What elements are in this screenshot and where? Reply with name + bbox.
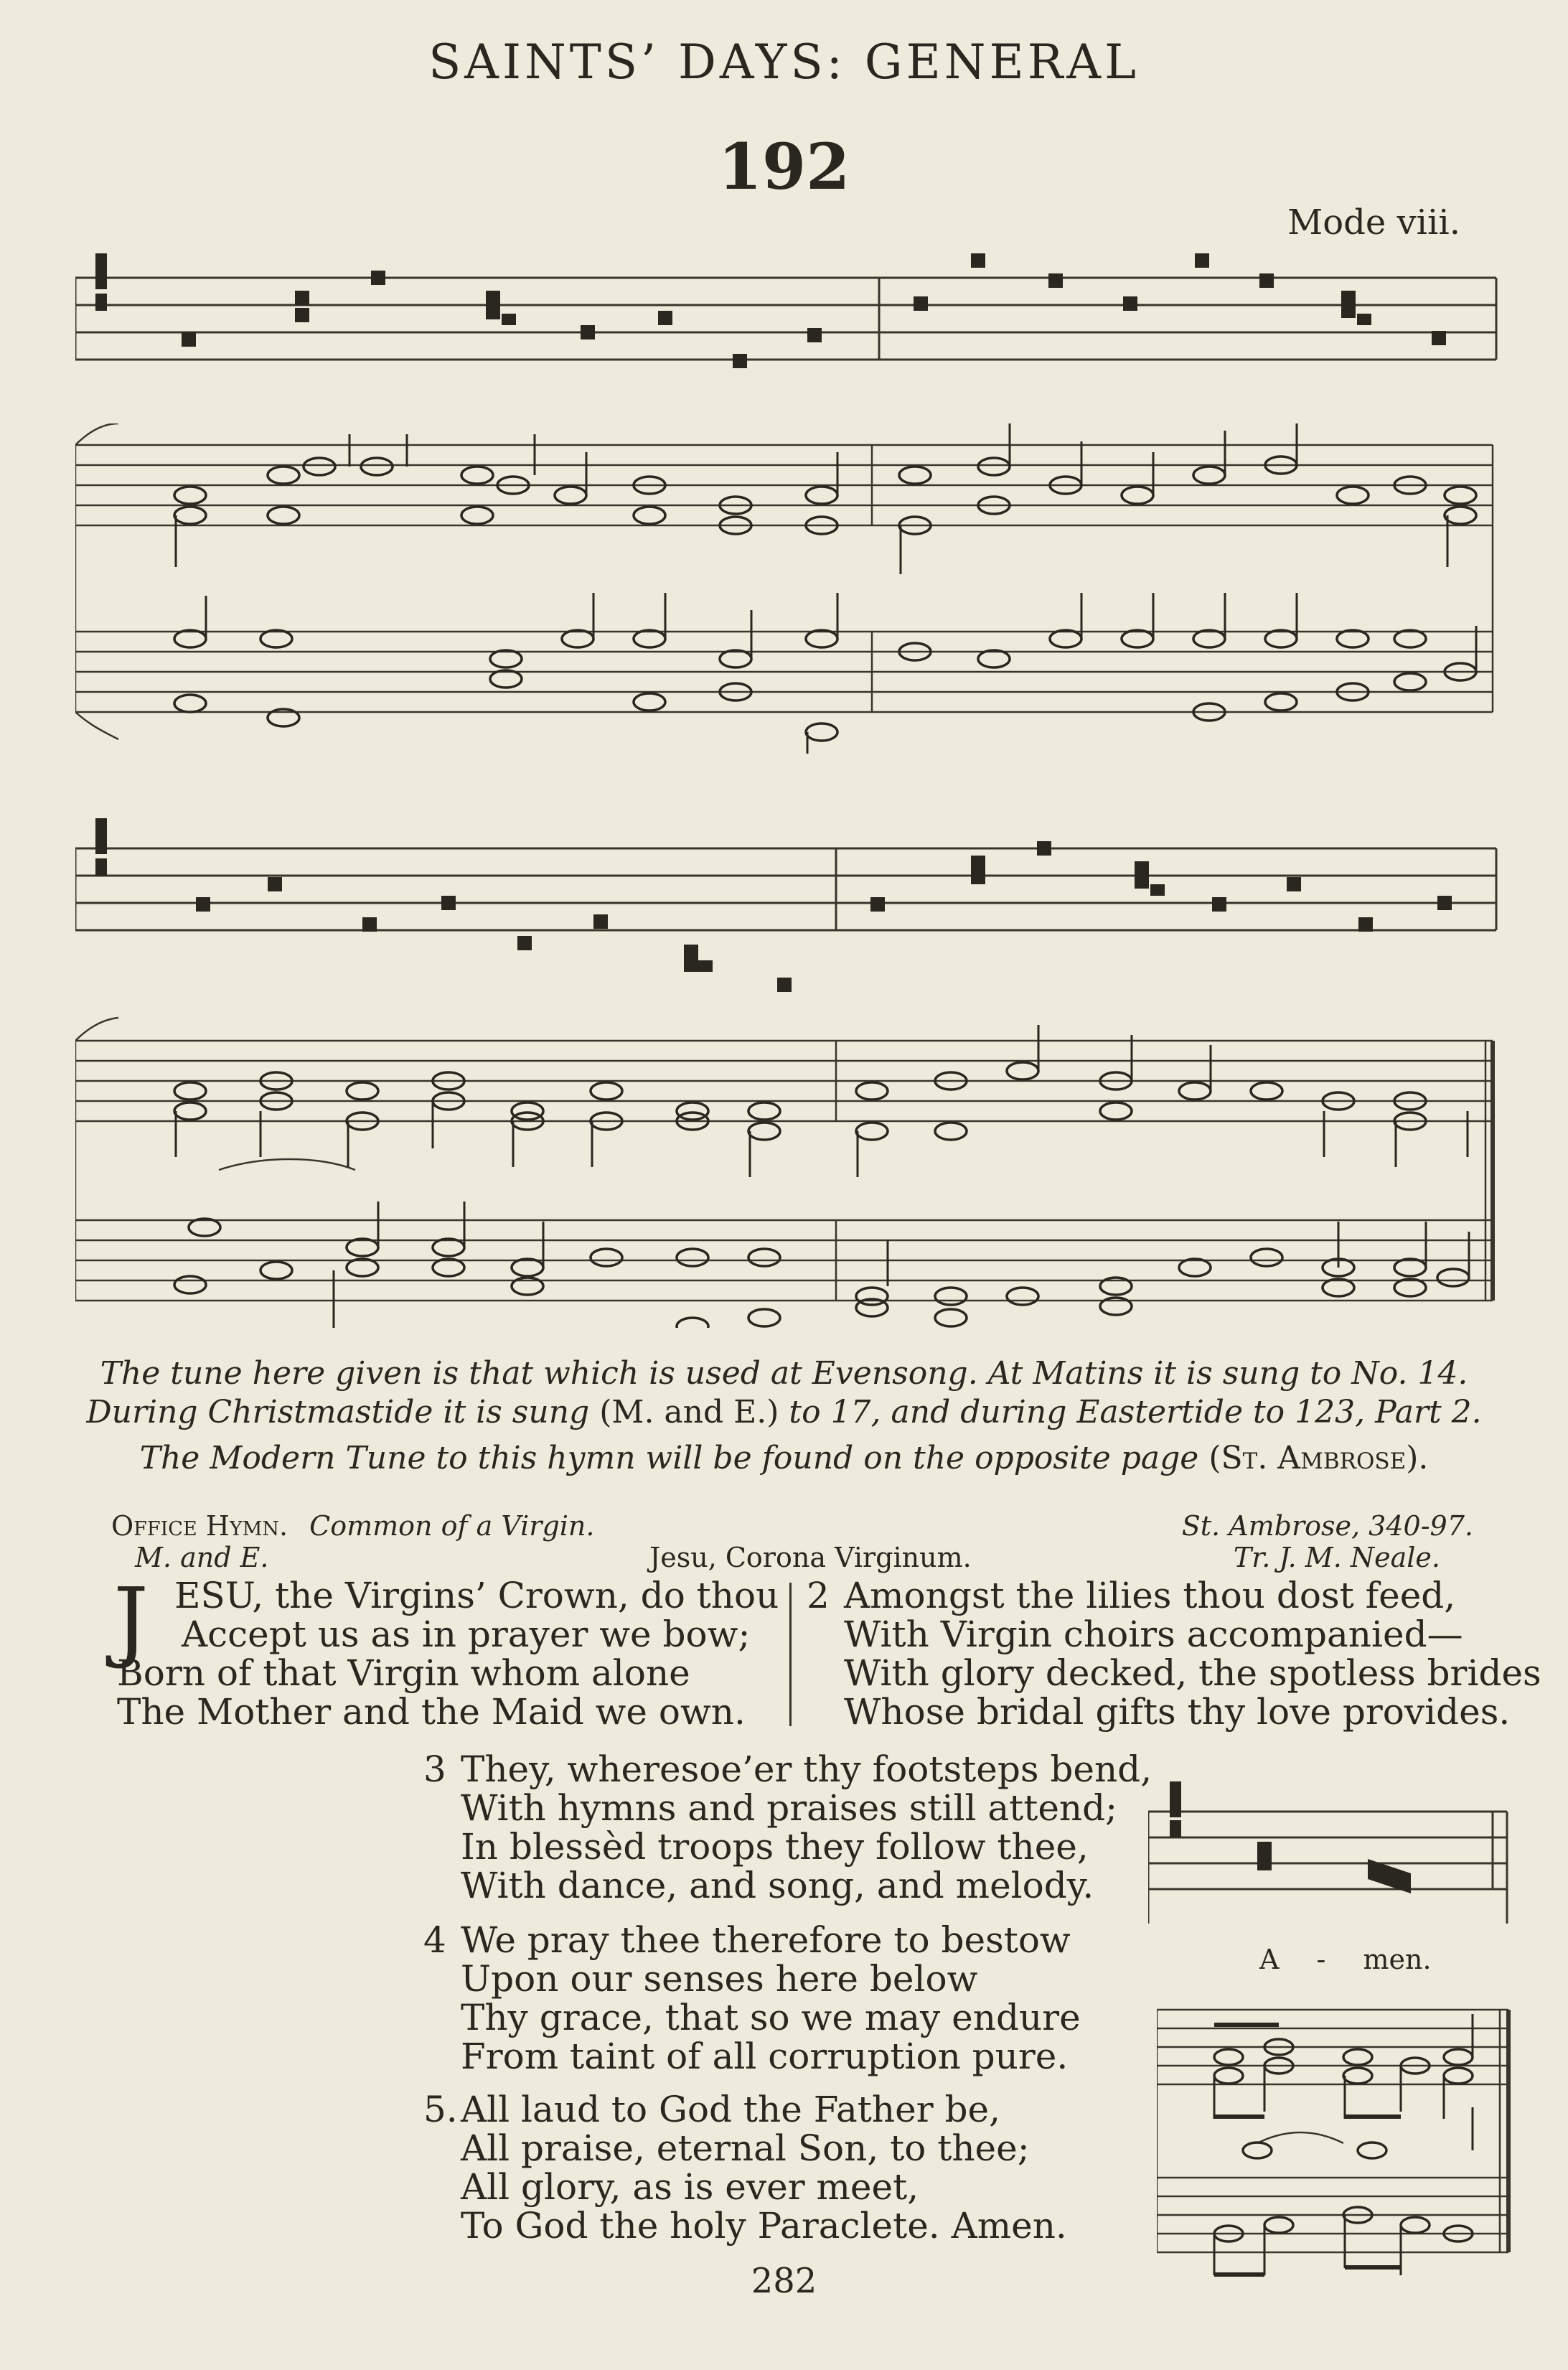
tune-note-2 [0, 1394, 1568, 1430]
common-of-virgin: Common of a Virgin. [309, 1510, 595, 1542]
office-hymn-label [111, 1510, 594, 1542]
verse-1-line-1: ESU, the Virgins’ Crown, do thou [174, 1575, 779, 1616]
author: St. Ambrose, 340-97. [1181, 1510, 1473, 1542]
page-number: 282 [751, 2261, 817, 2301]
verse-5-line-3: All glory, as is ever meet, [461, 2166, 919, 2208]
running-head: SAINTS’ DAYS: GENERAL [428, 34, 1140, 90]
verse-3-line-1: They, wheresoe’er thy footsteps bend, [461, 1748, 1152, 1790]
drop-cap: J [113, 1569, 149, 1671]
verse-divider [789, 1583, 792, 1726]
verse-3 [423, 1750, 1152, 1905]
translator: Tr. J. M. Neale. [1233, 1542, 1440, 1573]
verse-3-line-2: With hymns and praises still attend; [461, 1787, 1117, 1829]
amen-accompaniment [1157, 1988, 1516, 2297]
accompaniment-system-1 [75, 423, 1500, 754]
verse-4-number: 4 [423, 1919, 446, 1961]
verse-1-line-2: Accept us as in prayer we bow; [182, 1613, 751, 1655]
plainsong-staff-2 [75, 818, 1500, 998]
verse-4-line-2: Upon our senses here below [461, 1958, 978, 2000]
verse-5-line-4: To God the holy Paraclete. Amen. [461, 2205, 1067, 2247]
use-label [135, 1542, 268, 1573]
latin-title: Jesu, Corona Virginum. [649, 1542, 972, 1573]
verse-1 [117, 1576, 779, 1731]
verse-3-line-3: In blessèd troops they follow thee, [461, 1826, 1089, 1868]
tune-note-3b: (St. Ambrose). [1208, 1440, 1429, 1476]
hymn-number: 192 [718, 129, 850, 204]
tune-note-3a: The Modern Tune to this hymn will be found on the opposite page [139, 1440, 1199, 1476]
amen-plainsong-staff [1148, 1773, 1514, 1931]
verse-3-number: 3 [423, 1748, 446, 1790]
verse-2-line-4: Whose bridal gifts thy love provides. [844, 1691, 1511, 1733]
tune-note-2c: to 17, and during Eastertide to 123, Part 2. [789, 1394, 1482, 1430]
verse-4-line-4: From taint of all corruption pure. [461, 2036, 1069, 2077]
tune-note-3 [0, 1440, 1568, 1476]
verse-4-line-3: Thy grace, that so we may endure [461, 1997, 1081, 2038]
verse-5-line-1: All laud to God the Father be, [461, 2089, 1000, 2130]
verse-5-line-2: All praise, eternal Son, to thee; [461, 2127, 1030, 2169]
verse-1-line-3: Born of that Virgin whom alone [117, 1652, 690, 1694]
tune-note-1: The tune here given is that which is used at Evensong. At Matins it is sung to No. 14. [100, 1355, 1468, 1392]
mode-label: Mode viii. [1287, 202, 1460, 243]
verse-2-line-3: With glory decked, the spotless brides [844, 1652, 1541, 1694]
tune-note-2a: During Christmastide it is sung [86, 1394, 590, 1430]
verse-2-line-2: With Virgin choirs accompanied— [844, 1613, 1463, 1655]
amen-dash: - [1316, 1944, 1326, 1975]
amen-a: A [1259, 1944, 1280, 1975]
verse-1-line-4: The Mother and the Maid we own. [117, 1691, 746, 1733]
verse-4 [423, 1921, 1081, 2076]
verse-5 [423, 2090, 1067, 2245]
amen-label [1259, 1944, 1432, 1975]
verse-2-line-1: Amongst the lilies thou dost feed, [844, 1575, 1456, 1616]
verse-5-number: 5. [423, 2089, 458, 2130]
verse-4-line-1: We pray thee therefore to bestow [461, 1919, 1071, 1961]
office-hymn: Office Hymn. [111, 1510, 288, 1542]
verse-2-number: 2 [807, 1575, 830, 1616]
verse-2 [807, 1576, 1541, 1731]
plainsong-staff-1 [75, 248, 1500, 406]
accompaniment-system-2 [75, 998, 1500, 1328]
tune-note-2b: (M. and E.) [599, 1394, 779, 1430]
use: M. and E. [135, 1542, 269, 1573]
amen-men: men. [1363, 1944, 1432, 1975]
verse-3-line-4: With dance, and song, and melody. [461, 1865, 1094, 1906]
